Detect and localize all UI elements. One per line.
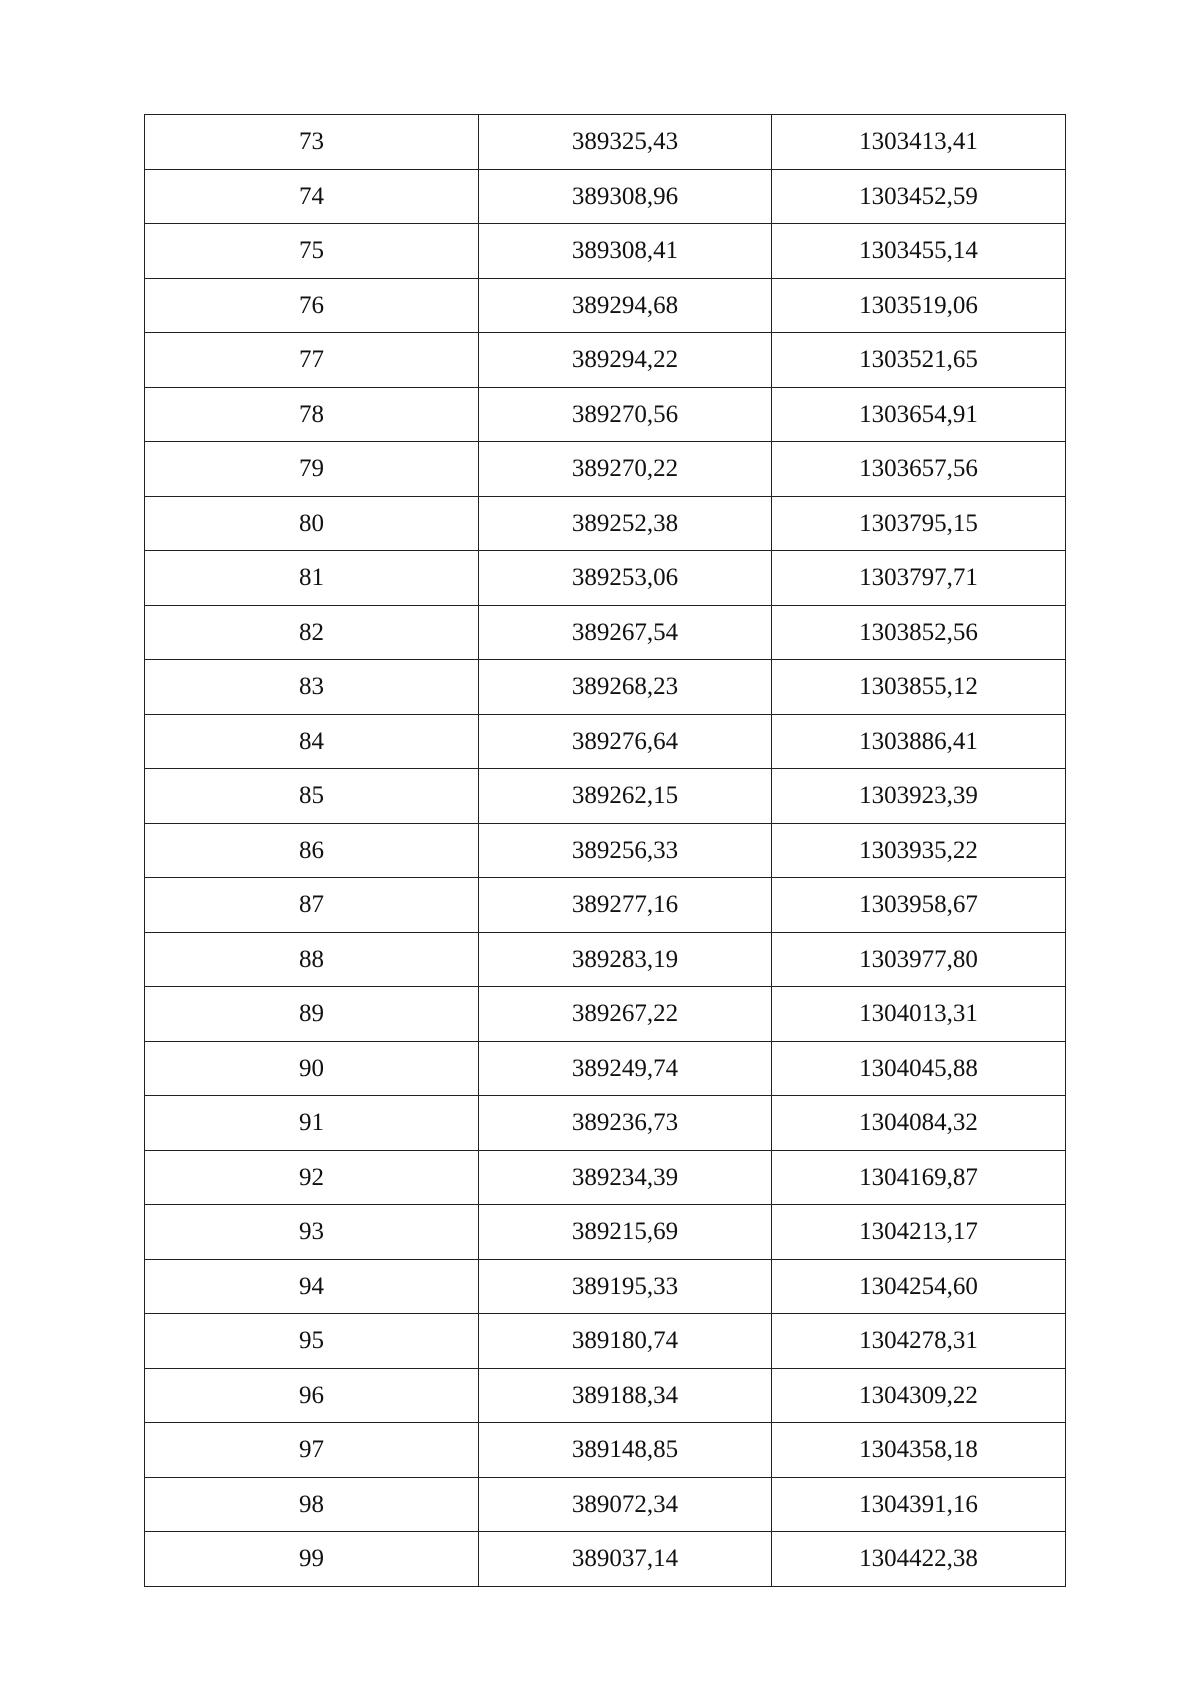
y-coordinate-cell: 1303654,91 xyxy=(772,387,1066,442)
x-coordinate-cell: 389188,34 xyxy=(479,1368,772,1423)
point-number-cell: 98 xyxy=(145,1477,479,1532)
y-coordinate-cell: 1303452,59 xyxy=(772,169,1066,224)
y-coordinate-cell: 1304254,60 xyxy=(772,1259,1066,1314)
coordinates-table-body xyxy=(145,115,1066,1587)
x-coordinate-cell: 389072,34 xyxy=(479,1477,772,1532)
x-coordinate-cell: 389037,14 xyxy=(479,1532,772,1587)
point-number-cell: 96 xyxy=(145,1368,479,1423)
x-coordinate-cell: 389283,19 xyxy=(479,932,772,987)
y-coordinate-cell: 1303958,67 xyxy=(772,878,1066,933)
point-number-cell: 97 xyxy=(145,1423,479,1478)
point-number-cell: 74 xyxy=(145,169,479,224)
table-row xyxy=(145,333,1066,388)
x-coordinate-cell: 389256,33 xyxy=(479,823,772,878)
table-row xyxy=(145,605,1066,660)
y-coordinate-cell: 1304169,87 xyxy=(772,1150,1066,1205)
y-coordinate-cell: 1303886,41 xyxy=(772,714,1066,769)
table-row xyxy=(145,442,1066,497)
table-row xyxy=(145,278,1066,333)
x-coordinate-cell: 389252,38 xyxy=(479,496,772,551)
point-number-cell: 76 xyxy=(145,278,479,333)
point-number-cell: 91 xyxy=(145,1096,479,1151)
point-number-cell: 84 xyxy=(145,714,479,769)
y-coordinate-cell: 1303852,56 xyxy=(772,605,1066,660)
y-coordinate-cell: 1303977,80 xyxy=(772,932,1066,987)
table-row xyxy=(145,496,1066,551)
point-number-cell: 95 xyxy=(145,1314,479,1369)
table-row xyxy=(145,115,1066,170)
y-coordinate-cell: 1304045,88 xyxy=(772,1041,1066,1096)
table-row xyxy=(145,1041,1066,1096)
x-coordinate-cell: 389270,56 xyxy=(479,387,772,442)
point-number-cell: 73 xyxy=(145,115,479,170)
table-row xyxy=(145,1096,1066,1151)
point-number-cell: 87 xyxy=(145,878,479,933)
y-coordinate-cell: 1303657,56 xyxy=(772,442,1066,497)
point-number-cell: 90 xyxy=(145,1041,479,1096)
point-number-cell: 78 xyxy=(145,387,479,442)
x-coordinate-cell: 389270,22 xyxy=(479,442,772,497)
y-coordinate-cell: 1303519,06 xyxy=(772,278,1066,333)
x-coordinate-cell: 389195,33 xyxy=(479,1259,772,1314)
y-coordinate-cell: 1303797,71 xyxy=(772,551,1066,606)
point-number-cell: 81 xyxy=(145,551,479,606)
y-coordinate-cell: 1303923,39 xyxy=(772,769,1066,824)
y-coordinate-cell: 1304422,38 xyxy=(772,1532,1066,1587)
point-number-cell: 89 xyxy=(145,987,479,1042)
x-coordinate-cell: 389294,22 xyxy=(479,333,772,388)
table-row xyxy=(145,169,1066,224)
point-number-cell: 79 xyxy=(145,442,479,497)
x-coordinate-cell: 389277,16 xyxy=(479,878,772,933)
y-coordinate-cell: 1303795,15 xyxy=(772,496,1066,551)
point-number-cell: 80 xyxy=(145,496,479,551)
y-coordinate-cell: 1303935,22 xyxy=(772,823,1066,878)
x-coordinate-cell: 389308,41 xyxy=(479,224,772,279)
table-row xyxy=(145,1477,1066,1532)
x-coordinate-cell: 389267,22 xyxy=(479,987,772,1042)
point-number-cell: 83 xyxy=(145,660,479,715)
point-number-cell: 93 xyxy=(145,1205,479,1260)
table-row xyxy=(145,387,1066,442)
y-coordinate-cell: 1304309,22 xyxy=(772,1368,1066,1423)
y-coordinate-cell: 1303521,65 xyxy=(772,333,1066,388)
y-coordinate-cell: 1304391,16 xyxy=(772,1477,1066,1532)
x-coordinate-cell: 389253,06 xyxy=(479,551,772,606)
table-row xyxy=(145,987,1066,1042)
table-row xyxy=(145,1150,1066,1205)
x-coordinate-cell: 389262,15 xyxy=(479,769,772,824)
table-row xyxy=(145,932,1066,987)
table-row xyxy=(145,823,1066,878)
y-coordinate-cell: 1304213,17 xyxy=(772,1205,1066,1260)
point-number-cell: 82 xyxy=(145,605,479,660)
x-coordinate-cell: 389276,64 xyxy=(479,714,772,769)
table-row xyxy=(145,660,1066,715)
x-coordinate-cell: 389215,69 xyxy=(479,1205,772,1260)
y-coordinate-cell: 1303413,41 xyxy=(772,115,1066,170)
table-row xyxy=(145,714,1066,769)
coordinates-table xyxy=(144,114,1066,1587)
point-number-cell: 85 xyxy=(145,769,479,824)
point-number-cell: 86 xyxy=(145,823,479,878)
x-coordinate-cell: 389294,68 xyxy=(479,278,772,333)
table-row xyxy=(145,1314,1066,1369)
table-row xyxy=(145,1205,1066,1260)
y-coordinate-cell: 1303455,14 xyxy=(772,224,1066,279)
x-coordinate-cell: 389236,73 xyxy=(479,1096,772,1151)
x-coordinate-cell: 389148,85 xyxy=(479,1423,772,1478)
table-row xyxy=(145,769,1066,824)
x-coordinate-cell: 389180,74 xyxy=(479,1314,772,1369)
table-row xyxy=(145,224,1066,279)
table-row xyxy=(145,878,1066,933)
point-number-cell: 75 xyxy=(145,224,479,279)
point-number-cell: 92 xyxy=(145,1150,479,1205)
point-number-cell: 94 xyxy=(145,1259,479,1314)
y-coordinate-cell: 1303855,12 xyxy=(772,660,1066,715)
table-row xyxy=(145,1368,1066,1423)
x-coordinate-cell: 389268,23 xyxy=(479,660,772,715)
table-row xyxy=(145,1532,1066,1587)
point-number-cell: 77 xyxy=(145,333,479,388)
y-coordinate-cell: 1304278,31 xyxy=(772,1314,1066,1369)
x-coordinate-cell: 389267,54 xyxy=(479,605,772,660)
y-coordinate-cell: 1304013,31 xyxy=(772,987,1066,1042)
point-number-cell: 88 xyxy=(145,932,479,987)
table-row xyxy=(145,551,1066,606)
point-number-cell: 99 xyxy=(145,1532,479,1587)
x-coordinate-cell: 389234,39 xyxy=(479,1150,772,1205)
y-coordinate-cell: 1304358,18 xyxy=(772,1423,1066,1478)
table-row xyxy=(145,1259,1066,1314)
x-coordinate-cell: 389308,96 xyxy=(479,169,772,224)
x-coordinate-cell: 389325,43 xyxy=(479,115,772,170)
table-row xyxy=(145,1423,1066,1478)
x-coordinate-cell: 389249,74 xyxy=(479,1041,772,1096)
y-coordinate-cell: 1304084,32 xyxy=(772,1096,1066,1151)
